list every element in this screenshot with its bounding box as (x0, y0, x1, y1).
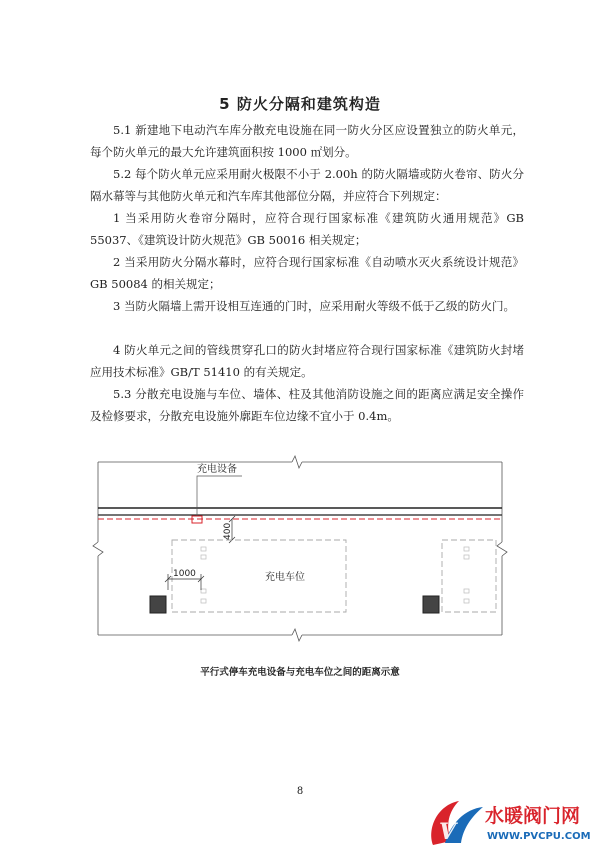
paragraph-5-2-item-4: 4 防火单元之间的管线贯穿孔口的防火封堵应符合现行国家标准《建筑防火封堵应用技术标准》GB/T 51410 的有关规定。 (90, 343, 524, 379)
paragraph-5-3: 5.3 分散充电设施与车位、墙体、柱及其他消防设施之间的距离应满足安全操作及检修要求，分散充电设施外廓距车位边缘不宜小于 0.4m。 (90, 387, 524, 423)
pv-logo-icon (431, 801, 483, 845)
figure-caption: 平行式停车充电设备与充电车位之间的距离示意 (200, 667, 400, 678)
paragraph-5-2-item-2: 2 当采用防火分隔水幕时，应符合现行国家标准《自动喷水灭火系统设计规范》GB 50084 的相关规定； (90, 255, 524, 291)
column-left (150, 596, 166, 613)
page-number: 8 (296, 786, 304, 797)
car-outline-marks-right (464, 547, 469, 603)
watermark-url: WWW.PVCPU.COM (487, 831, 591, 842)
charger-leader-line (197, 476, 242, 516)
car-outline-marks (201, 547, 206, 603)
section-heading (0, 93, 600, 114)
paragraph-5-2-item-3: 3 当防火隔墙上需开设相互连通的门时，应采用耐火等级不低于乙级的防火门。 (113, 299, 515, 313)
dimension-1000-label: 1000 (173, 569, 196, 579)
top-break-line (98, 456, 502, 468)
paragraph-5-2-item-1: 1 当采用防火卷帘分隔时，应符合现行国家标准《建筑防火通用规范》GB 55037、《建筑设计防火规范》GB 50016 相关规定； (90, 211, 524, 247)
parking-space (172, 540, 346, 612)
section-number: 5 (219, 95, 231, 113)
section-title: 防火分隔和建筑构造 (236, 95, 381, 113)
parking-space-label: 充电车位 (265, 572, 305, 583)
paragraph-5-1: 5.1 新建地下电动汽车库分散充电设施在同一防火分区应设置独立的防火单元，每个防火单元的最大允许建筑面积按 1000 ㎡划分。 (90, 123, 524, 159)
dimension-400-label: 400 (223, 522, 233, 540)
bottom-break-line (98, 629, 502, 641)
watermark-name: 水暖阀门网 (485, 805, 581, 827)
charger-label: 充电设备 (197, 464, 237, 475)
svg-text:V: V (439, 819, 457, 845)
paragraph-5-2: 5.2 每个防火单元应采用耐火极限不小于 2.00h 的防火隔墙或防火卷帘、防火分隔水幕等与其他防火单元和汽车库其他部位分隔，并应符合下列规定： (90, 167, 524, 203)
watermark-logo (425, 795, 600, 848)
column-right (423, 596, 439, 613)
charger-device (192, 516, 202, 523)
wall (98, 508, 502, 519)
distance-diagram (80, 450, 520, 650)
